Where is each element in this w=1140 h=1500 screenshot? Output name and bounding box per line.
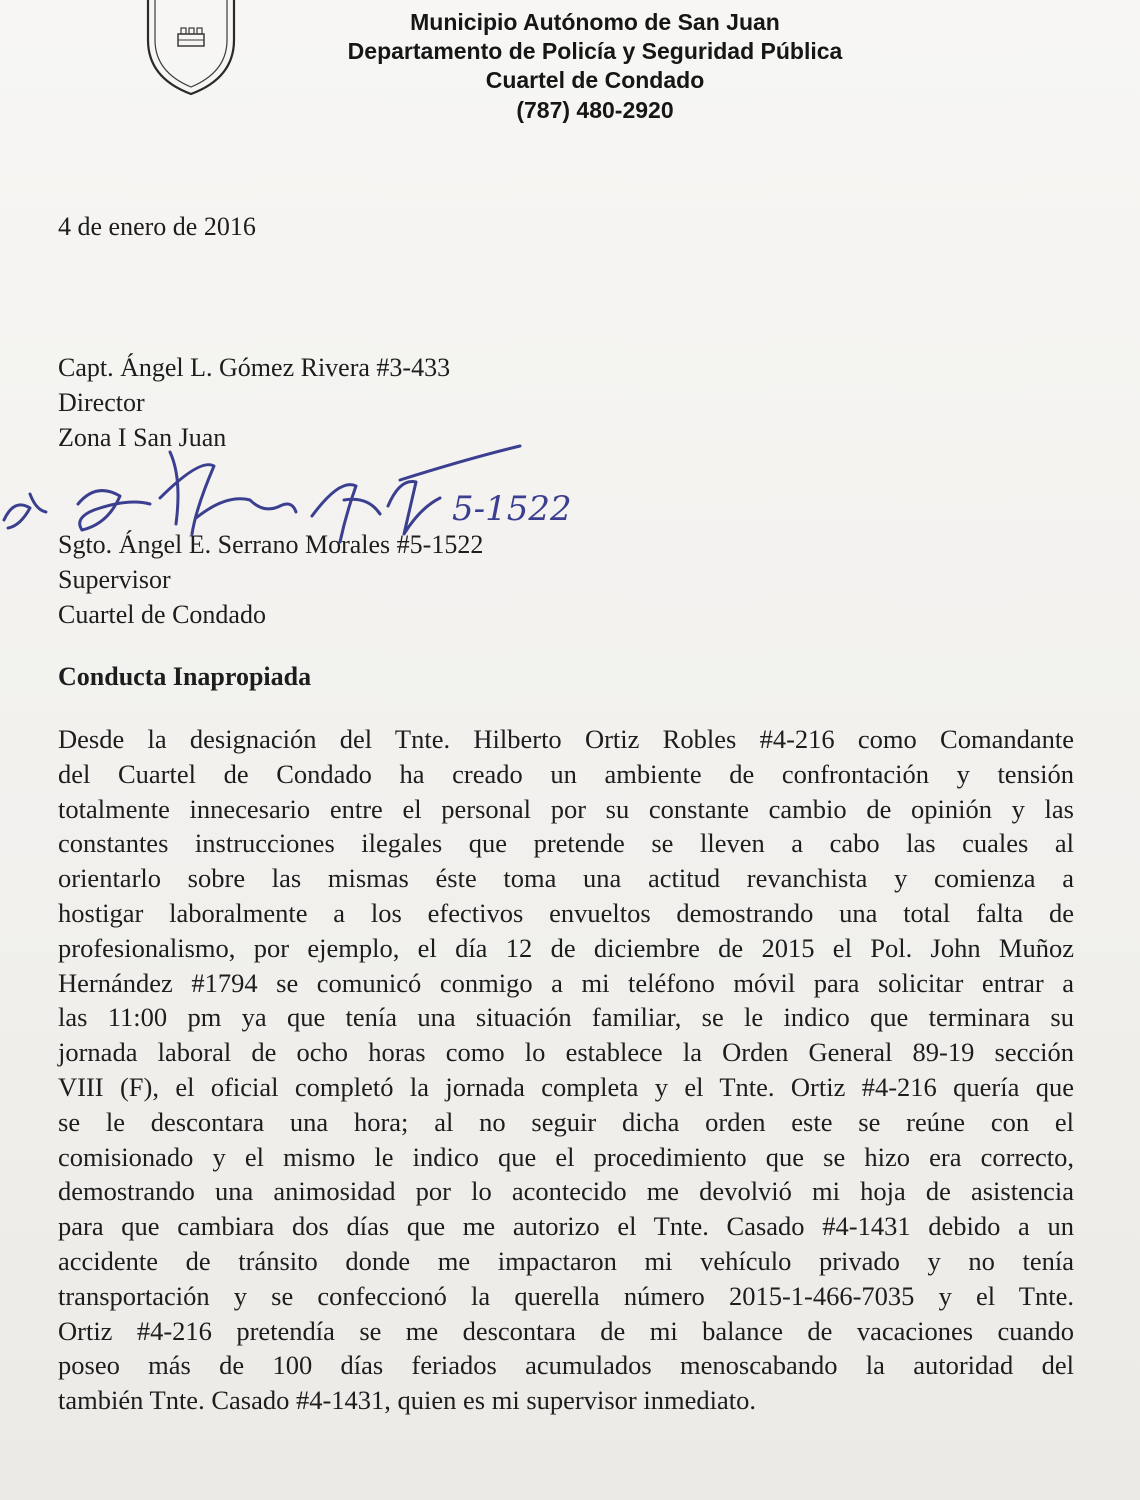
recipient-name: Capt. Ángel L. Gómez Rivera #3-433 xyxy=(58,353,451,382)
body-line: poseo más de 100 días feriados acumulados menoscabando la autoridad del xyxy=(58,1350,1074,1381)
body-line: hostigar laboralmente a los efectivos envueltos demostrando una total falta de xyxy=(58,897,1074,928)
sender-name: Sgto. Ángel E. Serrano Morales #5-1522 xyxy=(58,530,484,559)
body-line: del Cuartel de Condado ha creado un ambiente de confrontación y tensión xyxy=(58,758,1074,789)
recipient-title: Director xyxy=(58,388,145,417)
body-line: orientarlo sobre las mismas éste toma una actitud revanchista y comienza a xyxy=(58,863,1074,894)
body-line: Desde la designación del Tnte. Hilberto Ortiz Robles #4-216 como Comandante xyxy=(58,724,1074,754)
body-line: para que cambiara dos días que me autorizo el Tnte. Casado #4-1431 debido a un xyxy=(58,1211,1074,1242)
letterhead xyxy=(300,2,890,125)
signature-number: 5-1522 xyxy=(452,489,572,529)
body-line: demostrando una animosidad por lo acontecido me devolvió mi hoja de asistencia xyxy=(58,1176,1074,1207)
letterhead-department: Departamento de Policía y Seguridad Pública xyxy=(347,38,843,64)
body-line: totalmente innecesario entre el personal por su constante cambio de opinión y las xyxy=(58,793,1074,824)
body-line: las 11:00 pm ya que tenía una situación familiar, se le indico que terminara su xyxy=(58,1002,1074,1033)
body-line: comisionado y el mismo le indico que el procedimiento que se hizo era correcto, xyxy=(58,1141,1074,1172)
body-line: se le descontara una hora; al no seguir dicha orden este se reúne con el xyxy=(58,1106,1074,1137)
subject-heading: Conducta Inapropiada xyxy=(58,662,312,691)
sender-title: Supervisor xyxy=(58,565,171,594)
recipient-zone: Zona I San Juan xyxy=(58,423,227,452)
body-paragraph xyxy=(58,722,1074,1418)
body-line: accidente de tránsito donde me impactaron mi vehículo privado y no tenía xyxy=(58,1245,1074,1276)
handwritten-signature xyxy=(0,438,600,558)
body-line: profesionalismo, por ejemplo, el día 12 de diciembre de 2015 el Pol. John Muñoz xyxy=(58,932,1074,963)
letter-date: 4 de enero de 2016 xyxy=(58,212,256,241)
body-line: VIII (F), el oficial completó la jornada completa y el Tnte. Ortiz #4-216 quería que xyxy=(58,1071,1074,1102)
body-line: jornada laboral de ocho horas como lo establece la Orden General 89-19 sección xyxy=(58,1037,1074,1068)
body-line: Ortiz #4-216 pretendía se me descontara de mi balance de vacaciones cuando xyxy=(58,1315,1074,1346)
body-line: transportación y se confeccionó la querella número 2015-1-466-7035 y el Tnte. xyxy=(58,1280,1074,1311)
letterhead-unit: Cuartel de Condado xyxy=(485,67,705,93)
letterhead-phone: (787) 480-2920 xyxy=(516,97,674,123)
body-line: Hernández #1794 se comunicó conmigo a mi teléfono móvil para solicitar entrar a xyxy=(58,967,1074,998)
body-line: también Tnte. Casado #4-1431, quien es mi supervisor inmediato. xyxy=(58,1385,756,1416)
body-line: constantes instrucciones ilegales que pretende se lleven a cabo las cuales al xyxy=(58,828,1074,859)
seal-emblem-icon xyxy=(140,0,242,96)
letterhead-municipality: Municipio Autónomo de San Juan xyxy=(410,9,780,35)
sender-unit: Cuartel de Condado xyxy=(58,600,266,629)
